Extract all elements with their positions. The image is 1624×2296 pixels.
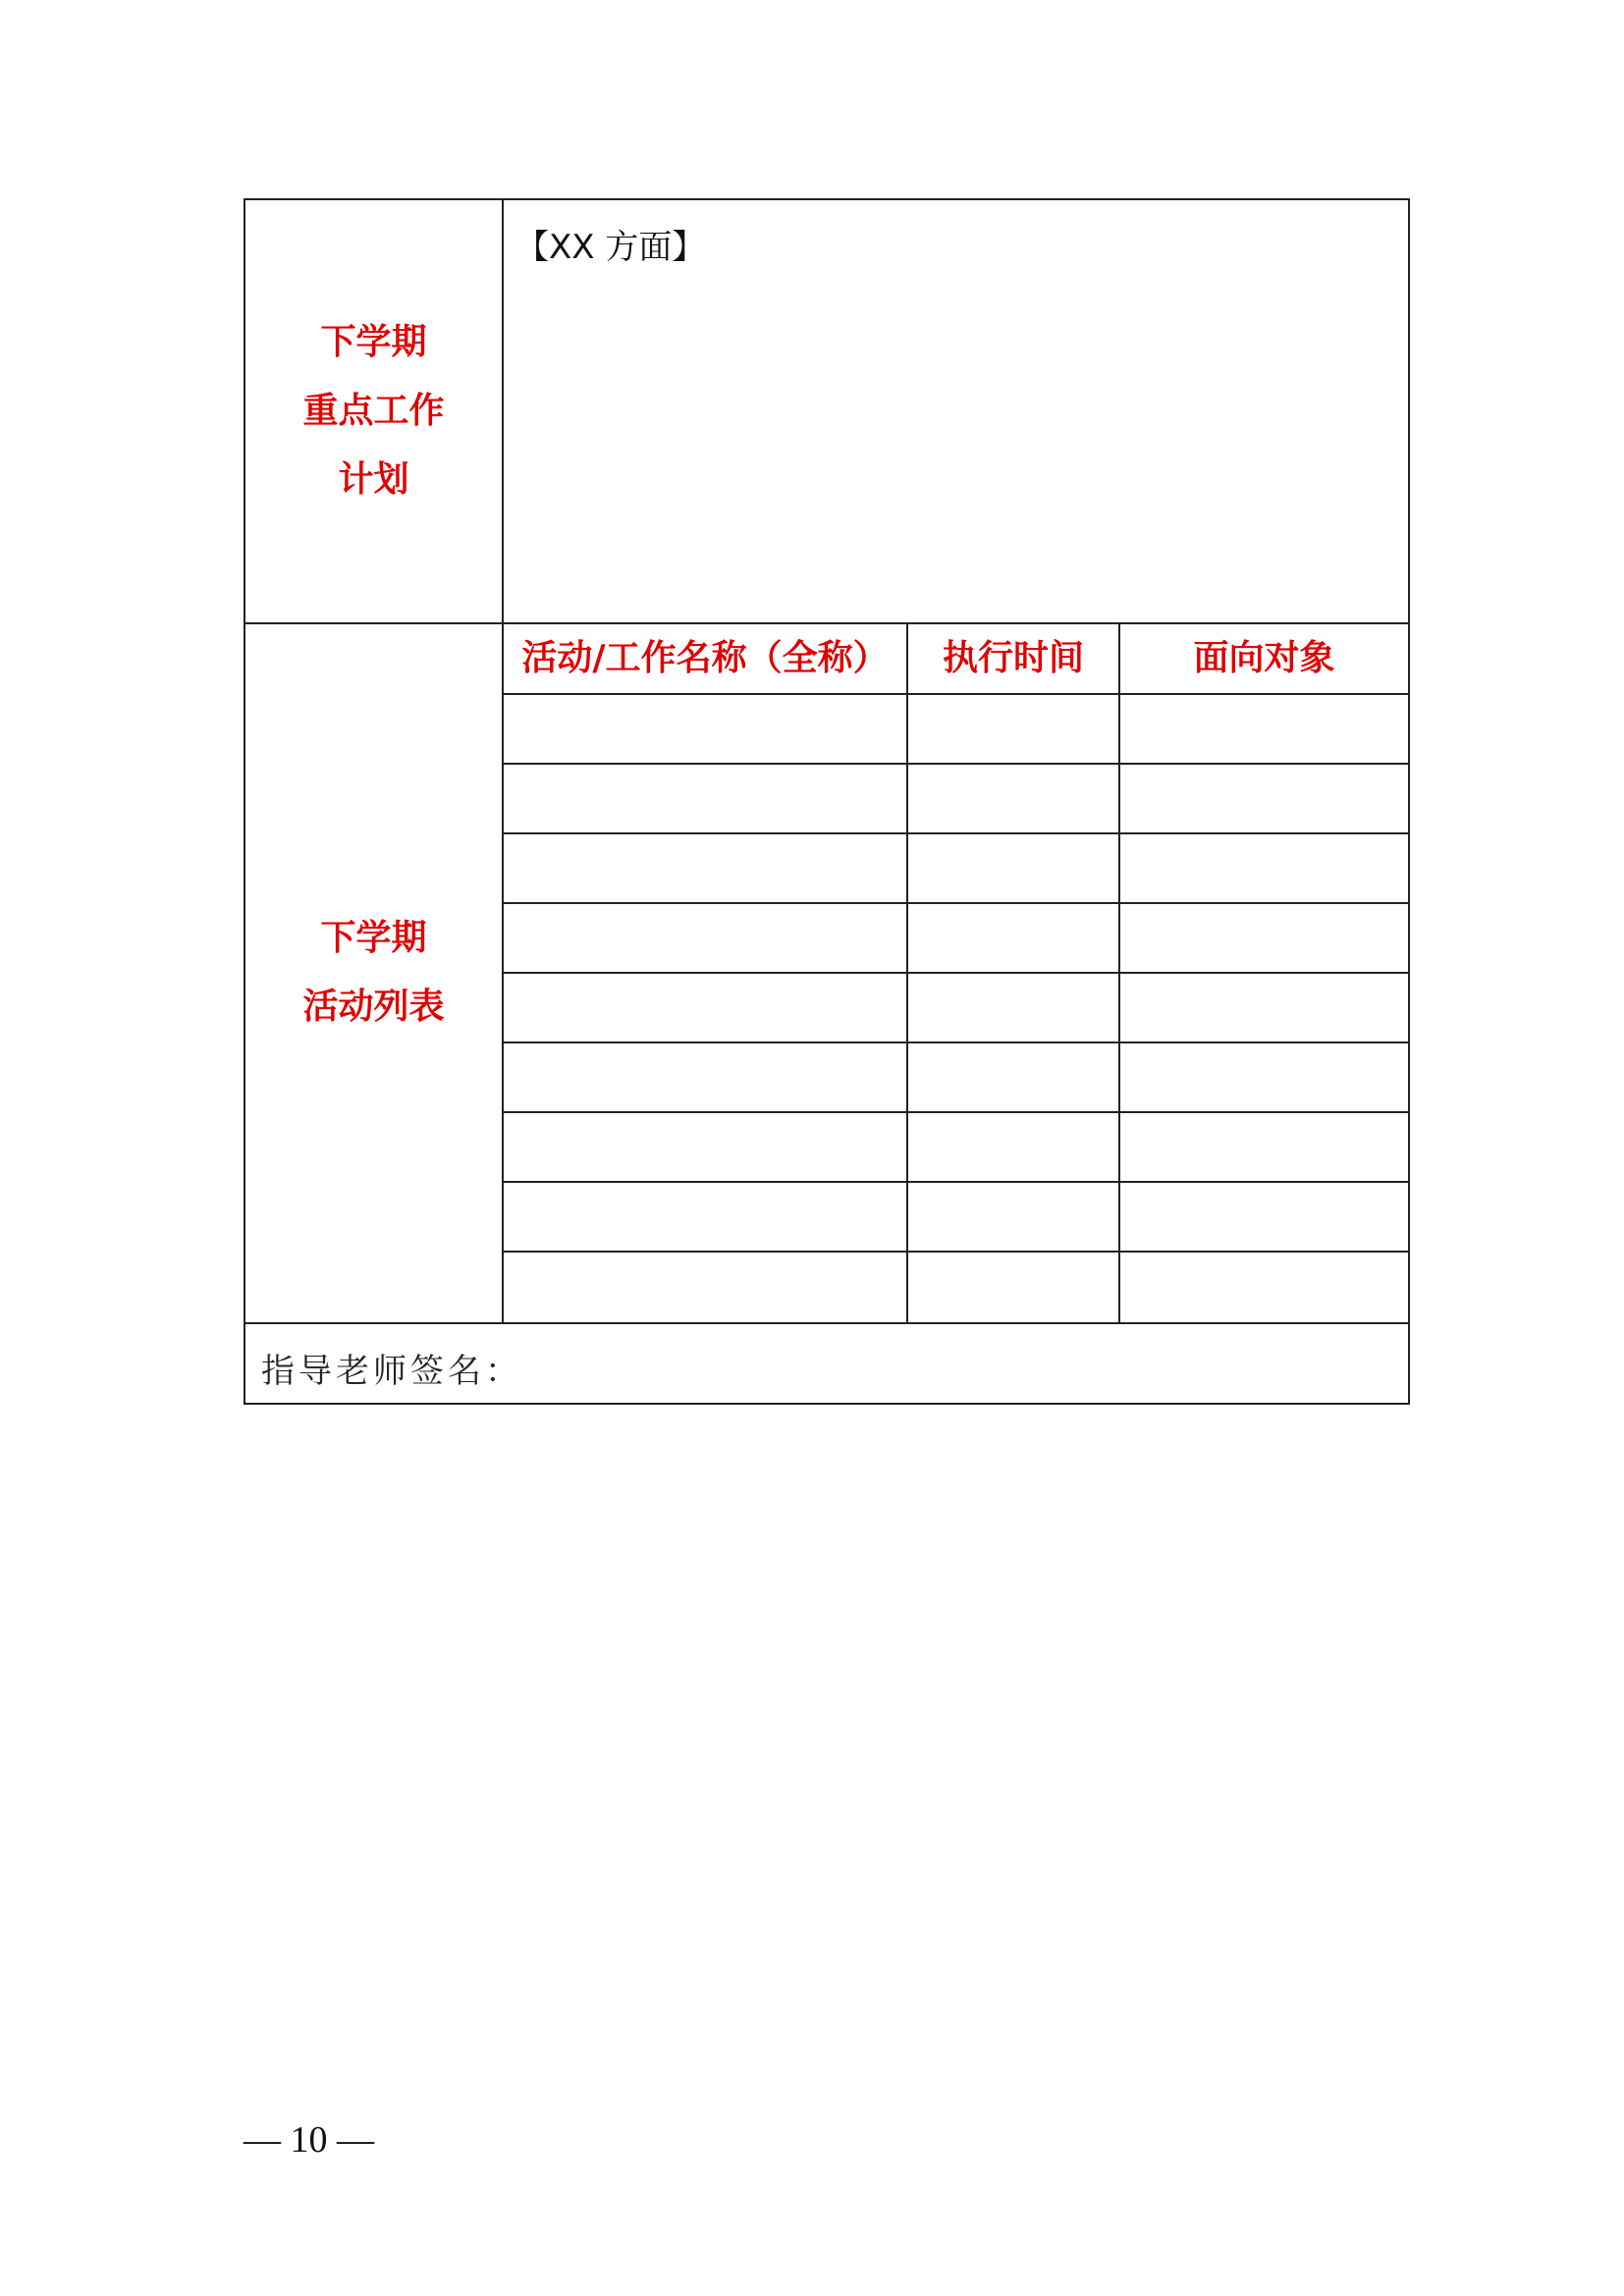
work-plan-form-table: [244, 198, 1410, 1405]
table-cell-target-audience[interactable]: [1120, 1043, 1408, 1111]
table-cell-target-audience[interactable]: [1120, 904, 1408, 972]
advisor-signature-label: 指导老师签名：: [261, 1352, 522, 1391]
table-cell-execution-time[interactable]: [908, 695, 1118, 763]
table-cell-execution-time[interactable]: [908, 1043, 1118, 1111]
table-cell-target-audience[interactable]: [1120, 834, 1408, 902]
table-cell-execution-time[interactable]: [908, 974, 1118, 1041]
table-cell-activity-name[interactable]: [504, 695, 906, 763]
column-header-execution-time: 执行时间: [942, 638, 1084, 678]
table-cell-target-audience[interactable]: [1120, 1113, 1408, 1181]
table-cell-target-audience[interactable]: [1120, 1183, 1408, 1251]
table-cell-activity-name[interactable]: [504, 834, 906, 902]
table-cell-activity-name[interactable]: [504, 974, 906, 1041]
table-cell-target-audience[interactable]: [1120, 695, 1408, 763]
table-cell-activity-name[interactable]: [504, 1253, 906, 1322]
table-cell-activity-name[interactable]: [504, 765, 906, 832]
activity-label-line-1: 下学期: [320, 918, 427, 958]
plan-label-line-3: 计划: [338, 459, 409, 500]
table-cell-target-audience[interactable]: [1120, 1253, 1408, 1322]
activity-section-label: [245, 904, 502, 1041]
activity-table: [504, 624, 1408, 1322]
signature-row[interactable]: [245, 1324, 1408, 1403]
table-cell-execution-time[interactable]: [908, 904, 1118, 972]
table-cell-execution-time[interactable]: [908, 1253, 1118, 1322]
table-cell-activity-name[interactable]: [504, 1113, 906, 1181]
activity-label-line-2: 活动列表: [302, 987, 445, 1027]
plan-content-area[interactable]: [504, 200, 1408, 622]
table-cell-execution-time[interactable]: [908, 765, 1118, 832]
table-cell-execution-time[interactable]: [908, 834, 1118, 902]
column-header-target-audience: 面向对象: [1193, 638, 1335, 678]
plan-aspect-placeholder: 【XX 方面】: [515, 228, 706, 267]
table-cell-execution-time[interactable]: [908, 1183, 1118, 1251]
table-cell-activity-name[interactable]: [504, 1043, 906, 1111]
column-header-activity-name: 活动/工作名称（全称）: [521, 638, 889, 678]
table-cell-activity-name[interactable]: [504, 1183, 906, 1251]
table-cell-target-audience[interactable]: [1120, 974, 1408, 1041]
plan-label-line-2: 重点工作: [302, 391, 445, 431]
table-cell-execution-time[interactable]: [908, 1113, 1118, 1181]
plan-label-line-1: 下学期: [320, 322, 427, 362]
table-cell-activity-name[interactable]: [504, 904, 906, 972]
page-number: — 10 —: [244, 2119, 374, 2161]
table-cell-target-audience[interactable]: [1120, 765, 1408, 832]
plan-section-label: [245, 308, 502, 514]
